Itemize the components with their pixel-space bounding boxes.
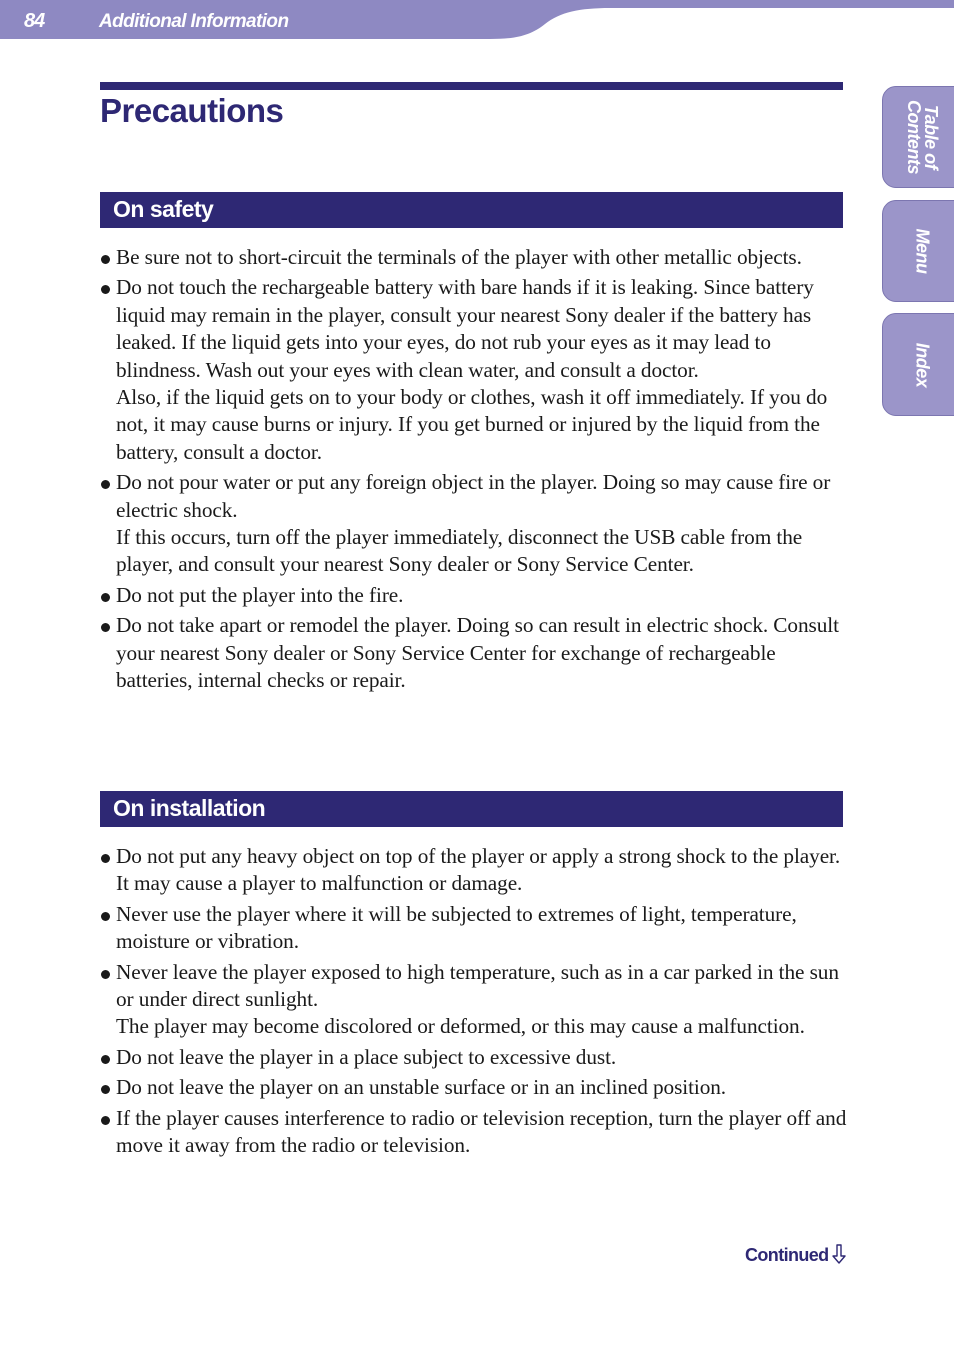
tab-menu-label: Menu xyxy=(912,228,933,274)
page-number: 84 xyxy=(24,10,45,32)
list-item xyxy=(100,469,848,579)
list-item-text: Never use the player where it will be subjected to extremes of light, temperature, moisture or vibration. xyxy=(116,901,797,954)
list-item xyxy=(100,843,848,898)
list-item xyxy=(100,274,848,466)
installation-list xyxy=(100,843,848,1162)
list-item-text: Also, if the liquid gets on to your body or clothes, wash it off immediately. If you do not, it may cause burns or injury. If you get burned or injured by the liquid from the battery, consult a doctor. xyxy=(116,385,828,464)
safety-list xyxy=(100,244,848,698)
list-item xyxy=(100,959,848,1041)
page-title: Precautions xyxy=(100,92,284,129)
list-item xyxy=(100,244,848,271)
arrow-down-icon xyxy=(832,1244,846,1264)
tab-index[interactable] xyxy=(882,313,954,416)
tab-index-label: Index xyxy=(912,342,933,387)
list-item xyxy=(100,612,848,694)
list-item-text: Never leave the player exposed to high temperature, such as in a car parked in the sun or under direct sunlight. xyxy=(116,959,839,1012)
list-item xyxy=(100,1044,848,1071)
list-item-text: Do not put the player into the fire. xyxy=(116,582,404,607)
section-heading-safety: On safety xyxy=(113,196,214,222)
list-item-text: Do not leave the player in a place subject to excessive dust. xyxy=(116,1044,617,1069)
continued-link[interactable] xyxy=(745,1244,846,1266)
list-item-text: Do not leave the player on an unstable surface or in an inclined position. xyxy=(116,1075,727,1100)
title-rule xyxy=(100,82,843,90)
continued-label: Continued xyxy=(745,1245,829,1265)
tab-table-of-contents[interactable] xyxy=(882,86,954,188)
list-item xyxy=(100,582,848,609)
list-item-text: Do not take apart or remodel the player. Doing so can result in electric shock. Consult your nearest Sony dealer or Sony Service Center for exchange of rechargeable batteries, internal checks or repair. xyxy=(116,613,839,693)
tab-menu[interactable] xyxy=(882,200,954,302)
tab-table-of-contents-label: Table of Contents xyxy=(904,100,941,174)
list-item-text: Be sure not to short-circuit the terminals of the player with other metallic objects. xyxy=(116,245,802,269)
list-item-text: Do not pour water or put any foreign object in the player. Doing so may cause fire or electric shock. xyxy=(116,470,831,522)
list-item-text: If this occurs, turn off the player immediately, disconnect the USB cable from the player, and consult your nearest Sony dealer or Sony Service Center. xyxy=(116,525,803,577)
list-item xyxy=(100,901,848,956)
header-band xyxy=(0,0,954,40)
list-item-text: If the player causes interference to radio or television reception, turn the player off and move it away from the radio or television. xyxy=(116,1105,847,1158)
list-item xyxy=(100,1105,848,1160)
section-header-safety xyxy=(100,192,843,228)
list-item xyxy=(100,1074,848,1101)
list-item-text: The player may become discolored or deformed, or this may cause a malfunction. xyxy=(116,1014,805,1039)
section-name: Additional Information xyxy=(99,11,289,32)
list-item-text: Do not put any heavy object on top of the player or apply a strong shock to the player. It may cause a player to malfunction or damage. xyxy=(116,844,841,896)
section-header-installation xyxy=(100,791,843,827)
list-item-text: Do not touch the rechargeable battery with bare hands if it is leaking. Since battery liquid may remain in the player, consult your nearest Sony dealer if the battery has leaked. If the liquid gets into your eyes, do not rub your eyes as it may lead to blindness. Wash out your eyes with clean water, and consult a doctor. xyxy=(116,275,814,382)
section-heading-installation: On installation xyxy=(113,795,266,821)
